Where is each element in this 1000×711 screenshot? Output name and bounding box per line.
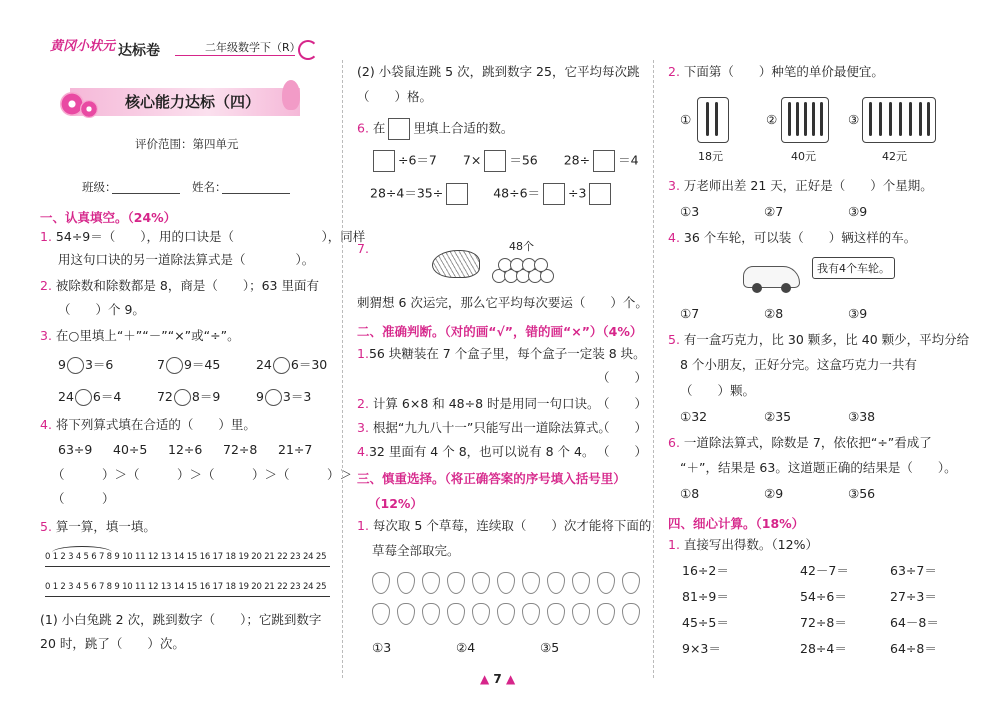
- choice-4-options: [680, 308, 867, 321]
- choice-2: 2. 下面第（ ）种笔的单价最便宜。: [668, 64, 884, 79]
- answer-box[interactable]: [543, 183, 565, 205]
- ruler-labels: 0 1 2 3 4 5 6 7 8 9 10 11 12 13 14 15 16 17 18 19 20 21 22 23 24 25: [45, 552, 327, 562]
- class-field[interactable]: [112, 193, 180, 194]
- speech-bubble: 我有4个车轮。: [812, 257, 895, 279]
- strawberry-icon: [447, 572, 465, 594]
- apple-count: 48个: [509, 240, 534, 253]
- q5-1-line2: 20 时，跳了（ ）次。: [40, 636, 185, 651]
- strawberry-icon: [522, 572, 540, 594]
- q7-text: 刺猬想 6 次运完，那么它平均每次要运（ ）个。: [357, 295, 648, 310]
- judge-3-answer[interactable]: （ ）: [597, 420, 648, 435]
- operator-circle[interactable]: [265, 389, 282, 406]
- q4-expressions: [58, 444, 312, 457]
- q6-row1: ÷6＝7 7× ＝56 28÷ ＝4: [370, 150, 639, 172]
- calc-row: [682, 565, 939, 591]
- q3-text: 在○里填上“＋”“－”“×”或“÷”。: [55, 328, 240, 343]
- option[interactable]: ②35: [764, 409, 792, 424]
- choice-4: 4. 36 个车轮，可以装（ ）辆这样的车。: [668, 230, 917, 245]
- choice-6-line2: “＋”，结果是 63。这道题正确的结果是（ ）。: [680, 460, 957, 475]
- q5-text: 算一算，填一填。: [55, 519, 156, 534]
- strawberry-icon: [547, 572, 565, 594]
- calc-item[interactable]: 28÷4＝: [800, 641, 847, 656]
- calc-item[interactable]: 9×3＝: [682, 641, 721, 656]
- apple-pile-icon: [492, 255, 556, 285]
- logo: 黄冈小状元: [50, 39, 116, 54]
- q5: 5. 算一算，填一填。: [40, 519, 156, 534]
- swirl-icon: [298, 40, 318, 60]
- section-4-title: 四、细心计算。（18%）: [668, 516, 805, 531]
- calc-item[interactable]: 81÷9＝: [682, 589, 729, 604]
- q3-item: 9 3＝3: [255, 389, 312, 404]
- q3-row1: [58, 357, 327, 374]
- strawberry-row: [372, 572, 647, 598]
- judge-4-answer[interactable]: （ ）: [597, 444, 648, 459]
- operator-circle[interactable]: [166, 357, 183, 374]
- option[interactable]: ①3: [372, 640, 392, 655]
- judge-2: 2. 计算 6×8 和 48÷8 时是用同一句口诀。: [357, 396, 600, 411]
- calc-item[interactable]: 16÷2＝: [682, 563, 729, 578]
- pen-price-1: 18元: [698, 150, 723, 163]
- evaluation-range: 评价范围：第四单元: [135, 137, 239, 151]
- q2: 2. 被除数和除数都是 8，商是（ ）；63 里面有: [40, 278, 319, 293]
- option[interactable]: ①3: [680, 204, 700, 219]
- answer-box[interactable]: [373, 150, 395, 172]
- choice-5: 5. 有一盒巧克力，比 30 颗多，比 40 颗少，平均分给: [668, 332, 970, 347]
- option[interactable]: ③9: [848, 204, 868, 219]
- strawberry-icon: [522, 603, 540, 625]
- pen-price-3: 42元: [882, 150, 907, 163]
- judge-2-answer[interactable]: （ ）: [597, 396, 648, 411]
- operator-circle[interactable]: [174, 389, 191, 406]
- judge-1-answer[interactable]: （ ）: [597, 370, 648, 385]
- option[interactable]: ③56: [848, 486, 876, 501]
- calc-1: 1. 直接写出得数。（12%）: [668, 537, 818, 552]
- calc-item[interactable]: 27÷3＝: [890, 589, 937, 604]
- strawberry-icon: [497, 572, 515, 594]
- strawberry-icon: [422, 572, 440, 594]
- car-icon: [743, 266, 800, 288]
- page-number: ▲ 7 ▲: [480, 672, 516, 686]
- q2-line2: （ ）个 9。: [58, 302, 145, 317]
- column-divider: [342, 60, 343, 678]
- strawberry-icon: [547, 603, 565, 625]
- calc-item[interactable]: 54÷6＝: [800, 589, 847, 604]
- operator-circle[interactable]: [75, 389, 92, 406]
- choice-3-options: [680, 206, 867, 219]
- option[interactable]: ②4: [456, 640, 476, 655]
- q4-expr: 21÷7: [278, 442, 313, 457]
- q3-row2: [58, 389, 311, 406]
- answer-box[interactable]: [589, 183, 611, 205]
- section-3-weight: （12%）: [368, 496, 423, 511]
- rabbit-icon: [282, 80, 300, 110]
- q2-line1: 被除数和除数都是 8，商是（ ）；63 里面有: [55, 278, 319, 293]
- judge-4: 4.32 里面有 4 个 8，也可以说有 8 个 4。: [357, 444, 595, 459]
- strawberry-icon: [422, 603, 440, 625]
- q3-item: 7 9＝45: [156, 357, 221, 372]
- banner-title: 核心能力达标（四）: [125, 93, 261, 111]
- column-divider: [653, 60, 654, 678]
- q4: 4. 将下列算式填在合适的（ ）里。: [40, 417, 256, 432]
- pen-box-2[interactable]: [781, 97, 829, 143]
- choice-3: 3. 万老师出差 21 天，正好是（ ）个星期。: [668, 178, 933, 193]
- pen-price-2: 40元: [791, 150, 816, 163]
- strawberry-icon: [597, 603, 615, 625]
- series-name: 达标卷: [118, 43, 160, 59]
- choice-5-line3: （ ）颗。: [680, 383, 756, 398]
- ruler-labels: 0 1 2 3 4 5 6 7 8 9 10 11 12 13 14 15 16 17 18 19 20 21 22 23 24 25: [45, 582, 327, 592]
- option[interactable]: ③9: [848, 306, 868, 321]
- q3-item: 24 6＝4: [58, 389, 122, 404]
- option[interactable]: ②9: [764, 486, 784, 501]
- calc-item[interactable]: 72÷8＝: [800, 615, 847, 630]
- calc-item[interactable]: 64－8＝: [890, 615, 939, 630]
- q6: 6. 在 里填上合适的数。: [357, 118, 513, 140]
- option[interactable]: ③38: [848, 409, 876, 424]
- calc-row: [682, 643, 939, 669]
- option[interactable]: ②8: [764, 306, 784, 321]
- choice-6-options: [680, 488, 875, 501]
- hedgehog-icon: [432, 250, 480, 278]
- q4-expr: 40÷5: [113, 442, 148, 457]
- option[interactable]: ①8: [680, 486, 700, 501]
- section-1-title: 一、认真填空。（24%）: [40, 210, 177, 225]
- answer-box[interactable]: [446, 183, 468, 205]
- section-2-title: 二、准确判断。（对的画“√”，错的画“×”）（4%）: [357, 324, 643, 339]
- strawberry-icon: [597, 572, 615, 594]
- choice-1-options: [372, 642, 559, 655]
- choice-5-line2: 8 个小朋友，正好分完。这盒巧克力一共有: [680, 357, 917, 372]
- strawberry-icon: [372, 572, 390, 594]
- q4-text: 将下列算式填在合适的（ ）里。: [55, 417, 256, 432]
- strawberry-icon: [372, 603, 390, 625]
- pen-label-3: ③: [848, 112, 860, 127]
- q1-line2: 用这句口诀的另一道除法算式是（ ）。: [58, 252, 315, 267]
- calc-row: [682, 591, 939, 617]
- calc-row: [682, 617, 939, 643]
- calc-item[interactable]: 64÷8＝: [890, 641, 937, 656]
- q5-2-line2: （ ）格。: [357, 89, 433, 104]
- calc-grid: [682, 565, 939, 669]
- class-label: 班级：: [82, 180, 117, 194]
- strawberry-icon: [572, 572, 590, 594]
- book-title: 二年级数学下（R）: [205, 41, 301, 54]
- strawberry-icon: [447, 603, 465, 625]
- strawberry-icon: [397, 572, 415, 594]
- judge-3: 3. 根据“九九八十一”只能写出一道除法算式。: [357, 420, 611, 435]
- calc-item[interactable]: 42－7＝: [800, 563, 849, 578]
- pen-label-2: ②: [766, 112, 778, 127]
- choice-1: 1. 每次取 5 个草莓，连续取（ ）次才能将下面的: [357, 518, 652, 533]
- calc-item[interactable]: 45÷5＝: [682, 615, 729, 630]
- answer-box: [388, 118, 410, 140]
- q3-item: 9 3＝6: [58, 357, 114, 372]
- q3: 3. 在○里填上“＋”“－”“×”或“÷”。: [40, 328, 240, 343]
- choice-5-options: [680, 411, 875, 424]
- answer-box[interactable]: [484, 150, 506, 172]
- strawberry-icon: [622, 572, 640, 594]
- q5-2-line1: (2) 小袋鼠连跳 5 次，跳到数字 25，它平均每次跳: [357, 64, 640, 79]
- strawberry-icon: [472, 603, 490, 625]
- header-line: [175, 55, 295, 56]
- q5-1-line1: (1) 小白兔跳 2 次，跳到数字（ ）；它跳到数字: [40, 612, 322, 627]
- q3-item: 24 6＝30: [255, 357, 328, 372]
- option[interactable]: ②7: [764, 204, 784, 219]
- strawberry-icon: [472, 572, 490, 594]
- q1-line1: 54÷9＝（ ），用的口诀是（ ），同样: [55, 229, 366, 244]
- section-3-title: 三、慎重选择。（将正确答案的序号填入括号里）: [357, 471, 626, 486]
- pen-label-1: ①: [680, 112, 692, 127]
- choice-1-line2: 草莓全部取完。: [372, 543, 460, 558]
- number-line-2: [45, 582, 330, 597]
- name-field[interactable]: [222, 193, 290, 194]
- option[interactable]: ①32: [680, 409, 708, 424]
- strawberry-icon: [572, 603, 590, 625]
- option[interactable]: ③5: [540, 640, 560, 655]
- q4-answer-line2[interactable]: （ ）: [52, 491, 115, 506]
- q4-expr: 12÷6: [168, 442, 203, 457]
- flower-icon: [80, 100, 98, 118]
- strawberry-icon: [497, 603, 515, 625]
- jump-arc: [52, 546, 112, 559]
- calc-item[interactable]: 63÷7＝: [890, 563, 937, 578]
- strawberry-row: [372, 603, 647, 629]
- strawberry-icon: [622, 603, 640, 625]
- q4-expr: 63÷9: [58, 442, 93, 457]
- name-label: 姓名：: [192, 180, 227, 194]
- q3-item: 72 8＝9: [156, 389, 221, 404]
- q4-expr: 72÷8: [223, 442, 258, 457]
- operator-circle[interactable]: [67, 357, 84, 374]
- option[interactable]: ①7: [680, 306, 700, 321]
- q1: 1. 54÷9＝（ ），用的口诀是（ ），同样: [40, 229, 366, 244]
- q7-number: 7.: [357, 241, 369, 256]
- strawberry-icon: [397, 603, 415, 625]
- pen-box-3[interactable]: [862, 97, 936, 143]
- q6-row2: 28÷4＝35÷ 48÷6＝ ÷3: [370, 183, 614, 205]
- q4-answer-line1[interactable]: （ ）＞（ ）＞（ ）＞（ ）＞: [52, 467, 353, 482]
- judge-1: 1.56 块糖装在 7 个盒子里，每个盒子一定装 8 块。: [357, 346, 646, 361]
- choice-6: 6. 一道除法算式，除数是 7，依依把“÷”看成了: [668, 435, 932, 450]
- answer-box[interactable]: [593, 150, 615, 172]
- pen-box-1[interactable]: [697, 97, 729, 143]
- operator-circle[interactable]: [273, 357, 290, 374]
